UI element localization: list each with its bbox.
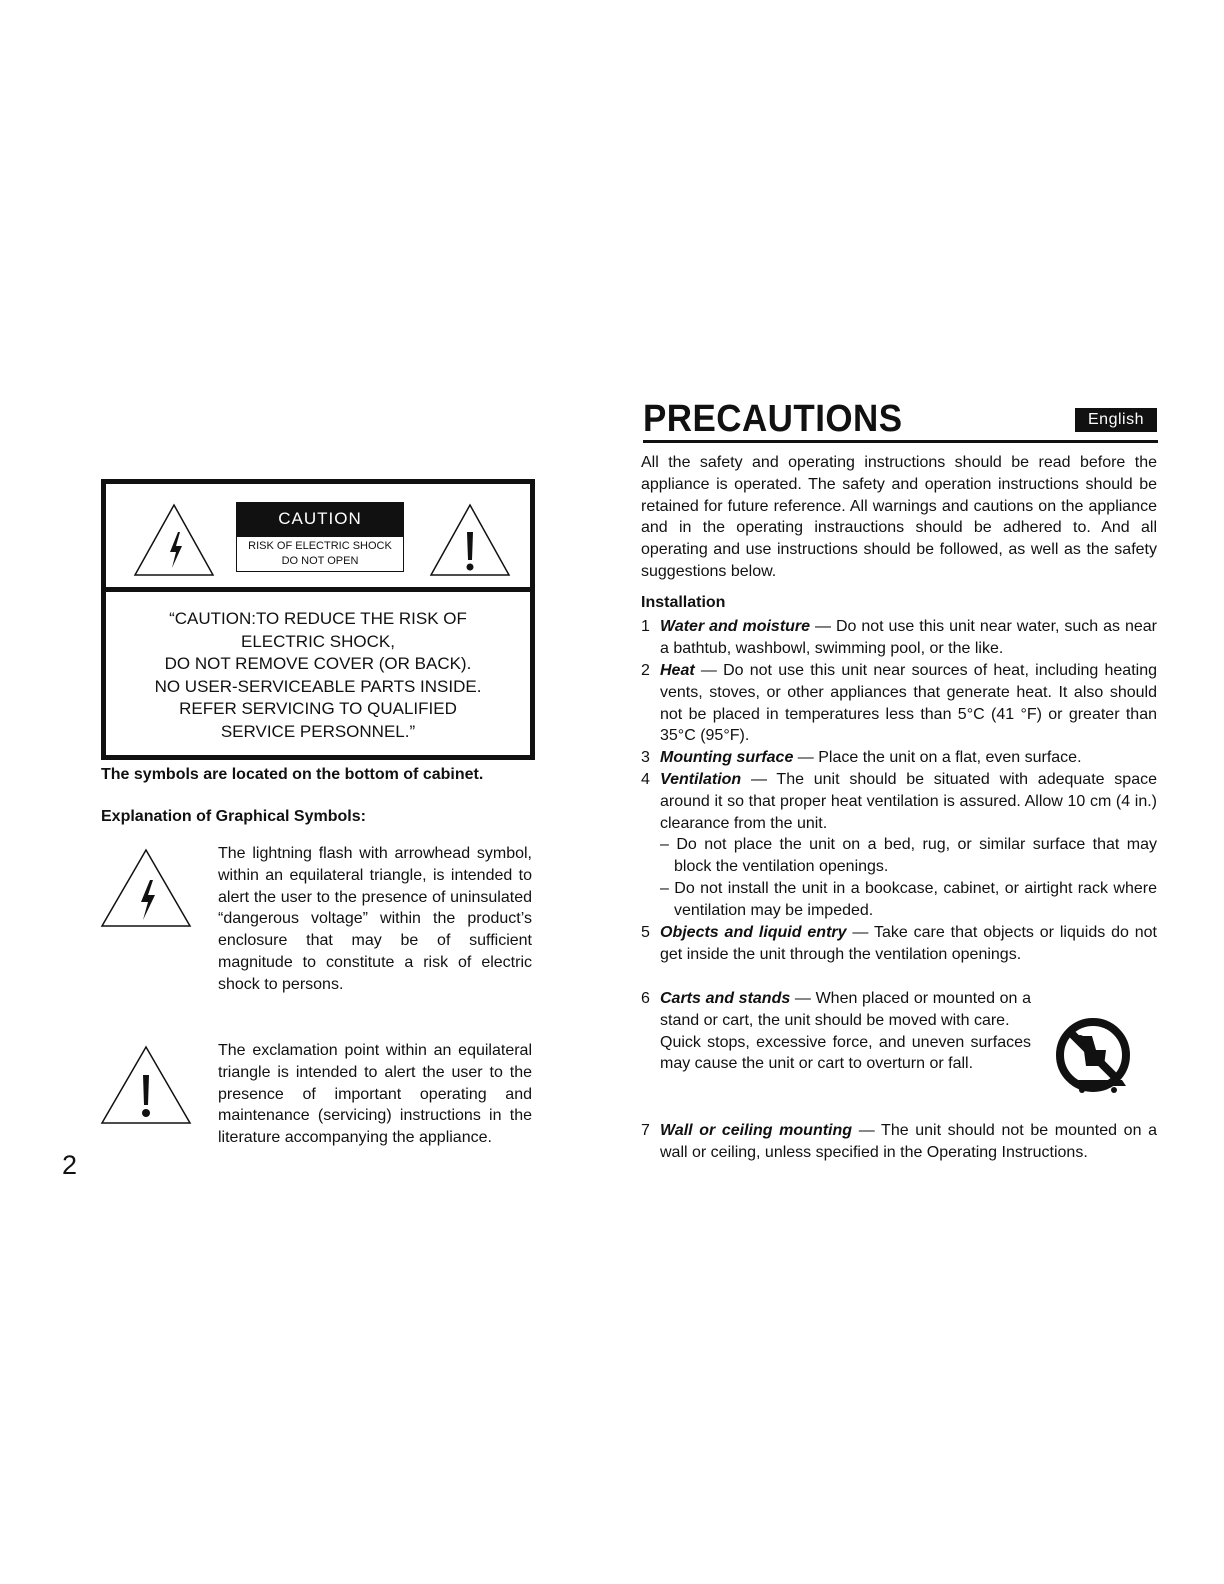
symbols-note: The symbols are located on the bottom of cabinet. (101, 766, 484, 783)
item-text: — The unit should be situated with adequate space around it so that proper heat ventilation is assured. Allow 10 cm (4 in.) clearance from the unit. (660, 771, 1157, 832)
sub-bullet: – Do not install the unit in a bookcase, cabinet, or airtight rack where ventilation may be impeded. (660, 879, 1157, 919)
language-badge: English (1075, 408, 1157, 432)
item-text: — Place the unit on a flat, even surface. (793, 749, 1082, 766)
notice-line: REFER SERVICING TO QUALIFIED (179, 699, 457, 718)
item-number: 7 (641, 1122, 650, 1139)
item-number: 1 (641, 618, 650, 635)
item-number: 3 (641, 749, 650, 766)
notice-line: “CAUTION:TO REDUCE THE RISK OF (169, 609, 467, 628)
item-text: — The unit should not be mounted on a wall or ceiling, unless specified in the Operating Instructions. (660, 1122, 1158, 1161)
precaution-item (641, 1120, 1157, 1164)
item-title: Mounting surface (660, 749, 794, 766)
explanation-heading: Explanation of Graphical Symbols: (101, 808, 366, 825)
item-text-extra: Quick stops, excessive force, and uneven surfaces may cause the unit or cart to overturn or fall. (660, 1033, 1031, 1073)
item-title: Objects and liquid entry (660, 924, 847, 941)
precaution-item (641, 922, 1157, 966)
item-number: 5 (641, 924, 650, 941)
cart-tip-over-warning-icon (1052, 1014, 1134, 1096)
precaution-item (641, 660, 1157, 747)
notice-line: SERVICE PERSONNEL.” (220, 721, 416, 741)
notice-line: ELECTRIC SHOCK, (241, 631, 395, 651)
page-title: PRECAUTIONS (643, 398, 903, 440)
caution-subtext (236, 536, 404, 572)
exclamation-symbol-description: The exclamation point within an equilateral triangle is intended to alert the user to the presence of important operating and maintenance (servicing) instructions in the literature accompanying the appliance. (218, 1042, 532, 1147)
item-title: Carts and stands (660, 990, 791, 1007)
item-title: Heat (660, 662, 695, 679)
caution-header (106, 484, 530, 592)
precaution-item (641, 747, 1157, 769)
caution-label-box (101, 479, 535, 760)
item-title: Water and moisture (660, 618, 811, 635)
notice-line: DO NOT REMOVE COVER (OR BACK). (164, 654, 472, 673)
item-title: Ventilation (660, 771, 742, 788)
caution-subtext-line: RISK OF ELECTRIC SHOCK (248, 540, 392, 552)
exclamation-warning-icon (428, 502, 512, 578)
item-text: — When placed or mounted on a stand or cart, the unit should be moved with care. (660, 990, 1032, 1029)
item-number: 4 (641, 771, 650, 788)
exclamation-triangle-icon (100, 1045, 192, 1125)
item-title: Wall or ceiling mounting (660, 1122, 853, 1139)
item-text: — Do not use this unit near sources of heat, including heating vents, stoves, or other appliances that generate heat. It also should not be placed in temperatures less than 5°C (41 °F) or greater than 35°C (95°F). (660, 662, 1157, 745)
section-heading: Installation (641, 594, 726, 611)
notice-line: NO USER-SERVICEABLE PARTS INSIDE. (154, 676, 482, 696)
precaution-item (641, 616, 1157, 660)
lightning-symbol-description: The lightning flash with arrowhead symbol, within an equilateral triangle, is intended to alert the user to the presence of uninsulated “dangerous voltage” within the product’s enclosure that may be of sufficient magnitude to constitute a risk of electric shock to persons. (218, 845, 532, 993)
sub-bullet: – Do not place the unit on a bed, rug, or similar surface that may block the ventilation openings. (660, 836, 1157, 876)
item-text: — Take care that objects or liquids do not get inside the unit through the ventilation openings. (660, 924, 1158, 963)
item-text: — Do not use this unit near water, such as near a bathtub, washbowl, swimming pool, or the like. (660, 618, 1157, 657)
intro-paragraph: All the safety and operating instructions should be read before the appliance is operated. The safety and operation instructions should be retained for future reference. All warnings and cautions on the appliance and in the operating instrauctions should be adhered to. And all operating and use instructions should be followed, as well as the safety suggestions below. (641, 454, 1157, 580)
caution-subtext-line: DO NOT OPEN (281, 555, 359, 567)
item-number: 6 (641, 990, 650, 1007)
page-number: 2 (62, 1150, 78, 1180)
precaution-item (641, 988, 1031, 1075)
caution-notice (106, 608, 530, 743)
item-number: 2 (641, 662, 650, 679)
title-rule (643, 440, 1158, 443)
lightning-warning-icon (132, 502, 216, 578)
lightning-triangle-icon (100, 848, 192, 928)
caution-title: CAUTION (236, 502, 404, 536)
precaution-item (641, 769, 1157, 922)
